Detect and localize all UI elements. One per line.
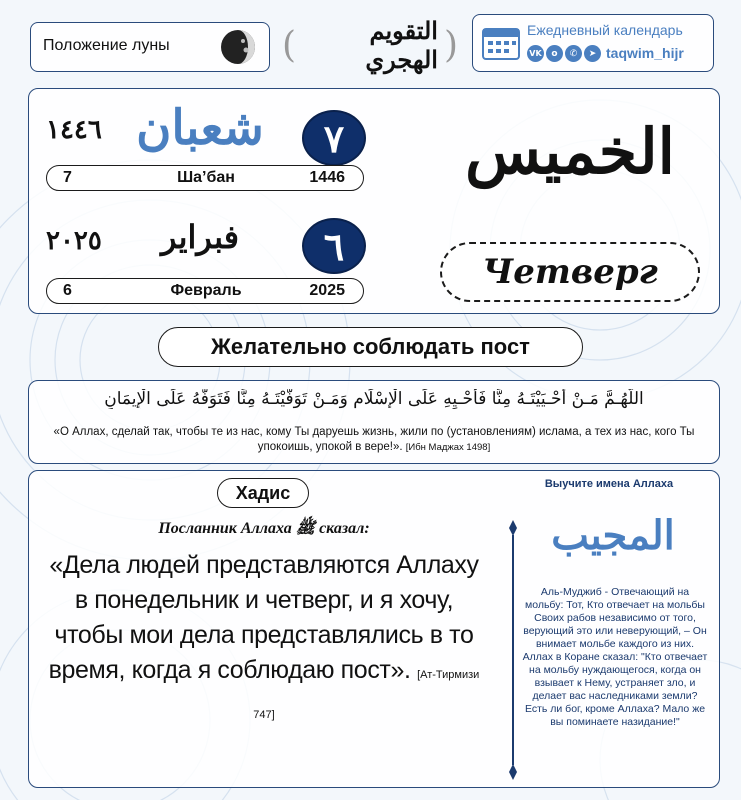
gregorian-year: 2025 — [309, 282, 345, 299]
dua-panel — [28, 380, 720, 464]
daily-calendar-box[interactable] — [472, 14, 714, 72]
hadith-label-pill — [217, 478, 309, 508]
calendar-icon — [481, 25, 521, 61]
names-title: Выучите имена Аллаха — [544, 478, 674, 490]
hijri-date-row — [46, 165, 364, 191]
dua-arabic: اللَّهُـمَّ مَـنْ أَحْـيَيْتَـهُ مِنَّا فَأَحْـيِهِ عَلَى الْإِسْلَامِ وَمَـنْ تَوَفَّيْتَـهُ مِنَّا فَتَوَفَّهُ عَلَى الْإِيمَانِ — [104, 389, 644, 409]
hijri-month: Ша’бан — [177, 169, 235, 186]
gregorian-date-row — [46, 278, 364, 304]
vk-icon[interactable]: VK — [527, 45, 544, 62]
gregorian-month-arabic: فبراير — [160, 218, 240, 256]
hadith-text: «Дела людей представляются Аллаху в понедельник и четверг, и я хочу, чтобы мои дела представлялись в то время, когда я соблюдаю пост». — [48, 551, 479, 684]
dua-translation-block — [41, 425, 707, 455]
names-arabic: المجيب — [551, 512, 675, 559]
moon-phase-label: Положение луны — [43, 37, 170, 54]
hijri-day: 7 — [63, 169, 72, 186]
hijri-calendar-title: ( التقويم الهجري ) — [282, 16, 458, 74]
gregorian-day-circle — [302, 218, 366, 274]
weekday-arabic: الخميس — [465, 115, 675, 188]
ok-icon[interactable]: o — [546, 45, 563, 62]
telegram-icon[interactable]: ➤ — [584, 45, 601, 62]
gregorian-day: 6 — [63, 282, 72, 299]
dua-translation: «О Аллах, сделай так, чтобы те из нас, кому Ты даруешь жизнь, жили по (установлениям) ислама, а тех из нас, кого Ты упокоишь, упокой в вере!». — [53, 426, 695, 453]
daily-calendar-label: Ежедневный календарь — [527, 22, 683, 38]
moon-phase-box — [30, 22, 270, 72]
hadith-text-block — [40, 548, 488, 733]
weekday-russian: Четверг — [482, 252, 658, 292]
hadith-label: Хадис — [235, 482, 291, 503]
gregorian-year-arabic: ٢٠٢٥ — [46, 226, 102, 256]
hadith-source: [Ат-Тирмизи 747] — [253, 669, 480, 721]
hijri-calendar-title-text: التقويم الهجري — [365, 16, 438, 74]
channel-handle[interactable]: taqwim_hijr — [606, 45, 684, 61]
moon-icon — [219, 28, 257, 66]
names-description: Аль-Муджиб - Отвечающий на мольбу: Тот, Кто отвечает на мольбы Своих рабов независимо от того, верующий это или неверующий, – Он внимает мольбе каждого из них. Аллах в Коране сказал: "Кто отвечает на мольбу нуждающегося, когда он взывает к Нему, устраняет зло, и делает вас наследниками земли? Есть ли бог, кроме Аллаха? Мало же вы поминаете назидание!" — [522, 586, 708, 728]
names-ornament — [503, 520, 523, 780]
dua-source: [Ибн Маджах 1498] — [405, 442, 491, 453]
hijri-month-arabic: شعبان — [136, 100, 264, 156]
weekday-pill — [440, 242, 700, 302]
fast-note-pill — [158, 327, 583, 367]
hijri-day-arabic: ٧ — [323, 115, 345, 161]
hadith-intro: Посланник Аллаха ﷺ сказал: — [158, 520, 370, 537]
fast-note-text: Желательно соблюдать пост — [211, 334, 530, 359]
hijri-year-arabic: ١٤٤٦ — [46, 115, 102, 145]
gregorian-month: Февраль — [170, 282, 242, 299]
hijri-day-circle — [302, 110, 366, 166]
whatsapp-icon[interactable]: ✆ — [565, 45, 582, 62]
hijri-year: 1446 — [309, 169, 345, 186]
gregorian-day-arabic: ٦ — [323, 223, 345, 269]
